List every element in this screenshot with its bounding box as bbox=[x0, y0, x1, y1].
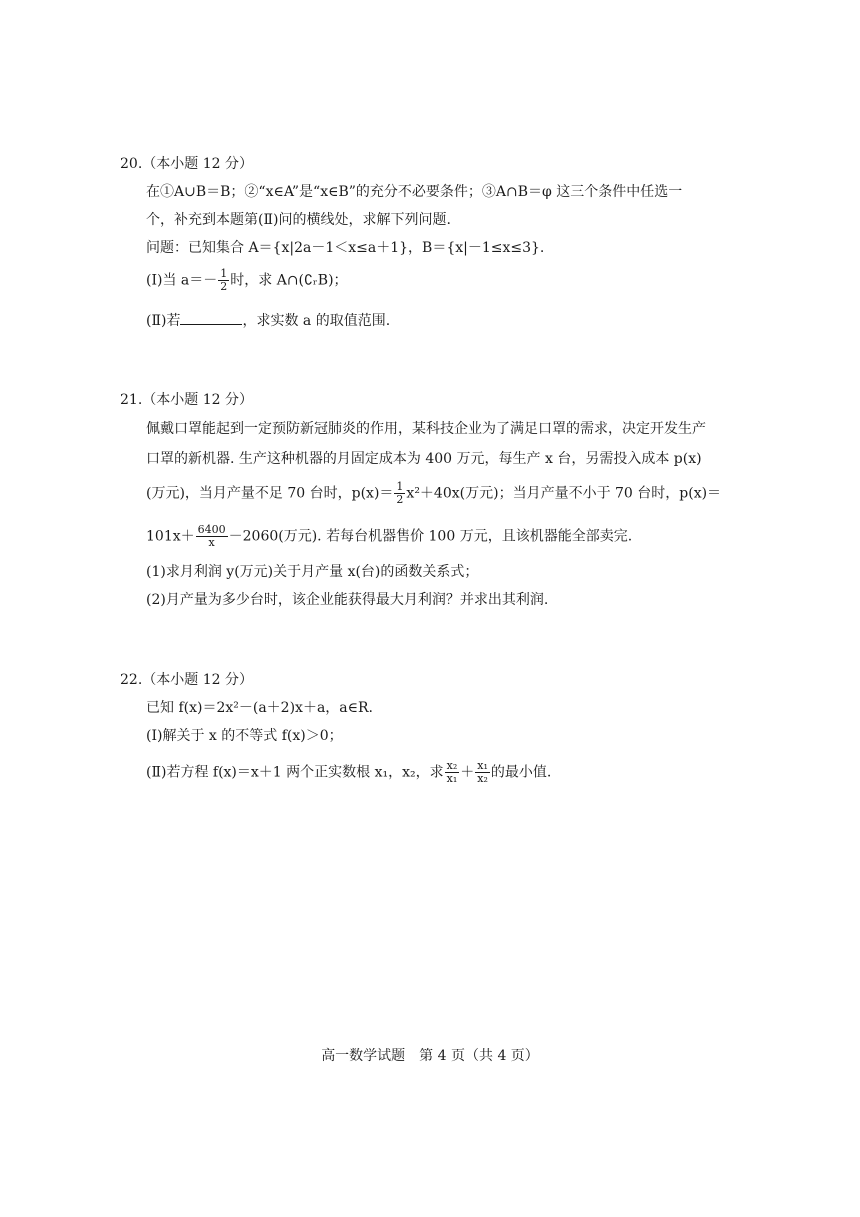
q20-part2 bbox=[146, 310, 390, 331]
q21-header: 21.（本小题 12 分） bbox=[120, 392, 253, 408]
q22-part2-suffix: 的最小值. bbox=[490, 764, 552, 781]
frac-numerator: x₁ bbox=[477, 759, 488, 772]
frac-numerator: 1 bbox=[396, 480, 404, 493]
q20-line1: 在①A∪B＝B；②“x∈A”是“x∈B”的充分不必要条件；③A∩B＝φ 这三个条件中任选一 bbox=[146, 184, 683, 200]
q20-part1-fraction bbox=[218, 268, 229, 293]
q22-part1: (Ⅰ)解关于 x 的不等式 f(x)＞0； bbox=[146, 728, 343, 744]
q21-line3-prefix: (万元)，当月产量不足 70 台时，p(x)＝ bbox=[146, 485, 394, 502]
q21-part1: (1)求月利润 y(万元)关于月产量 x(台)的函数关系式； bbox=[146, 564, 479, 580]
q21-line3 bbox=[146, 481, 721, 506]
q20-part1-prefix: (Ⅰ)当 a＝－ bbox=[146, 272, 218, 289]
frac-denominator: x₁ bbox=[446, 772, 458, 785]
answer-blank bbox=[180, 310, 242, 325]
q21-line3-suffix: x²＋40x(万元)；当月产量不小于 70 台时，p(x)＝ bbox=[406, 485, 722, 502]
page-footer: 高一数学试题 第 4 页（共 4 页） bbox=[321, 1048, 539, 1064]
q22-header: 22.（本小题 12 分） bbox=[120, 672, 253, 688]
q20-part2-suffix: ，求实数 a 的取值范围. bbox=[242, 313, 391, 329]
q20-line2: 个，补充到本题第(Ⅱ)问的横线处，求解下列问题. bbox=[146, 212, 451, 228]
frac-numerator: x₂ bbox=[446, 759, 458, 772]
q20-line3: 问题：已知集合 A＝{x|2a－1＜x≤a＋1}，B＝{x|－1≤x≤3}. bbox=[146, 240, 545, 256]
q20-part1-suffix: 时，求 A∩(∁ᵣB)； bbox=[230, 272, 348, 289]
q22-fraction-1 bbox=[445, 760, 460, 785]
frac-denominator: 2 bbox=[396, 493, 404, 506]
q21-line4-suffix: －2060(万元). 若每台机器售价 100 万元，且该机器能全部卖完. bbox=[228, 528, 633, 545]
q21-line1: 佩戴口罩能起到一定预防新冠肺炎的作用，某科技企业为了满足口罩的需求，决定开发生产 bbox=[146, 421, 706, 437]
q20-part2-prefix: (Ⅱ)若 bbox=[146, 313, 181, 329]
q21-line3-fraction bbox=[394, 481, 405, 506]
q21-line4-fraction bbox=[196, 524, 228, 549]
q21-line4-prefix: 101x＋ bbox=[146, 528, 195, 545]
plus-sign: ＋ bbox=[460, 764, 475, 781]
frac-numerator: 6400 bbox=[197, 523, 226, 536]
q20-header: 20.（本小题 12 分） bbox=[120, 156, 253, 172]
frac-denominator: x bbox=[208, 536, 215, 549]
frac-denominator: x₂ bbox=[477, 772, 488, 785]
q21-line2: 口罩的新机器. 生产这种机器的月固定成本为 400 万元，每生产 x 台，另需投入成本 p(x) bbox=[146, 451, 702, 467]
q22-line1: 已知 f(x)＝2x²－(a＋2)x＋a，a∈R. bbox=[146, 700, 373, 716]
q22-part2-prefix: (Ⅱ)若方程 f(x)＝x＋1 两个正实数根 x₁，x₂，求 bbox=[146, 764, 444, 781]
q20-part1 bbox=[146, 268, 348, 293]
q22-part2 bbox=[146, 760, 551, 785]
frac-denominator: 2 bbox=[220, 280, 228, 293]
q21-line4 bbox=[146, 524, 632, 549]
q21-part2: (2)月产量为多少台时，该企业能获得最大月利润？并求出其利润. bbox=[146, 592, 549, 608]
q22-fraction-2 bbox=[475, 760, 490, 785]
frac-numerator: 1 bbox=[220, 267, 228, 280]
